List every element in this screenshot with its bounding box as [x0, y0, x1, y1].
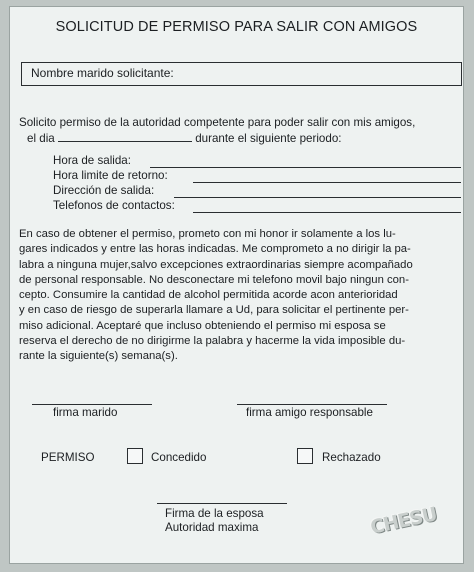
return-time-label: Hora limite de retorno:	[53, 169, 168, 182]
departure-time-label: Hora de salida:	[53, 154, 131, 167]
request-day-label: el dia	[27, 131, 55, 145]
departure-time-line[interactable]	[150, 167, 461, 168]
commitment-line: rante la siguiente(s) semana(s).	[19, 350, 178, 363]
commitment-line: y en caso de riesgo de superarla llamare a Ud, para solicitar el pertinente per-	[19, 304, 409, 317]
contact-phones-line[interactable]	[193, 212, 461, 213]
commitment-line: cepto. Consumire la cantidad de alcohol permitida acorde acon anterioridad	[19, 289, 398, 302]
request-paragraph	[19, 115, 464, 146]
return-time-line[interactable]	[193, 182, 461, 183]
commitment-line: labra a ninguna mujer,salvo excepciones extraordinarias siempre acompañado	[19, 258, 413, 271]
husband-name-label: Nombre marido solicitante:	[31, 66, 174, 80]
contact-phones-label: Telefonos de contactos:	[53, 199, 175, 212]
rejected-label: Rechazado	[322, 451, 381, 464]
contact-phones-row[interactable]	[53, 199, 461, 215]
commitment-line: gares indicados y entre las horas indicadas. Me comprometo a no dirigir la pa-	[19, 243, 411, 256]
rejected-checkbox[interactable]	[297, 448, 313, 464]
day-input-line[interactable]	[58, 131, 192, 142]
wife-authority-label: Autoridad maxima	[165, 521, 259, 534]
address-line[interactable]	[174, 197, 461, 198]
permiso-label: PERMISO	[41, 451, 95, 464]
husband-signature-line[interactable]	[32, 404, 152, 405]
commitment-line: de personal responsable. No desconectare mi telefono movil bajo ningun con-	[19, 273, 409, 286]
address-label: Dirección de salida:	[53, 184, 155, 197]
chesu-watermark: CHESU	[368, 503, 439, 539]
permission-form-sheet	[9, 6, 464, 564]
request-period-label: durante el siguiente periodo:	[195, 131, 342, 145]
granted-checkbox[interactable]	[127, 448, 143, 464]
wife-signature-line[interactable]	[157, 503, 287, 504]
return-time-row[interactable]	[53, 169, 461, 185]
husband-signature-label: firma marido	[53, 406, 118, 419]
commitment-paragraph	[19, 227, 464, 365]
wife-signature-label: Firma de la esposa	[165, 507, 264, 520]
request-line-1: Solicito permiso de la autoridad competente para poder salir con mis amigos,	[19, 116, 416, 129]
commitment-line: En caso de obtener el permiso, prometo con mi honor ir solamente a los lu-	[19, 228, 396, 240]
friend-signature-label: firma amigo responsable	[246, 406, 373, 419]
granted-label: Concedido	[151, 451, 207, 464]
friend-signature-line[interactable]	[237, 404, 387, 405]
form-title: SOLICITUD DE PERMISO PARA SALIR CON AMIGOS	[55, 19, 418, 35]
commitment-line: reserva el derecho de no dirigirme la palabra y hacerme la vida imposible du-	[19, 335, 406, 348]
commitment-line: miso adicional. Aceptaré que incluso obteniendo el permiso mi esposa se	[19, 319, 386, 332]
husband-name-field[interactable]	[21, 62, 462, 86]
address-row[interactable]	[53, 184, 461, 200]
departure-time-row[interactable]	[53, 154, 461, 170]
